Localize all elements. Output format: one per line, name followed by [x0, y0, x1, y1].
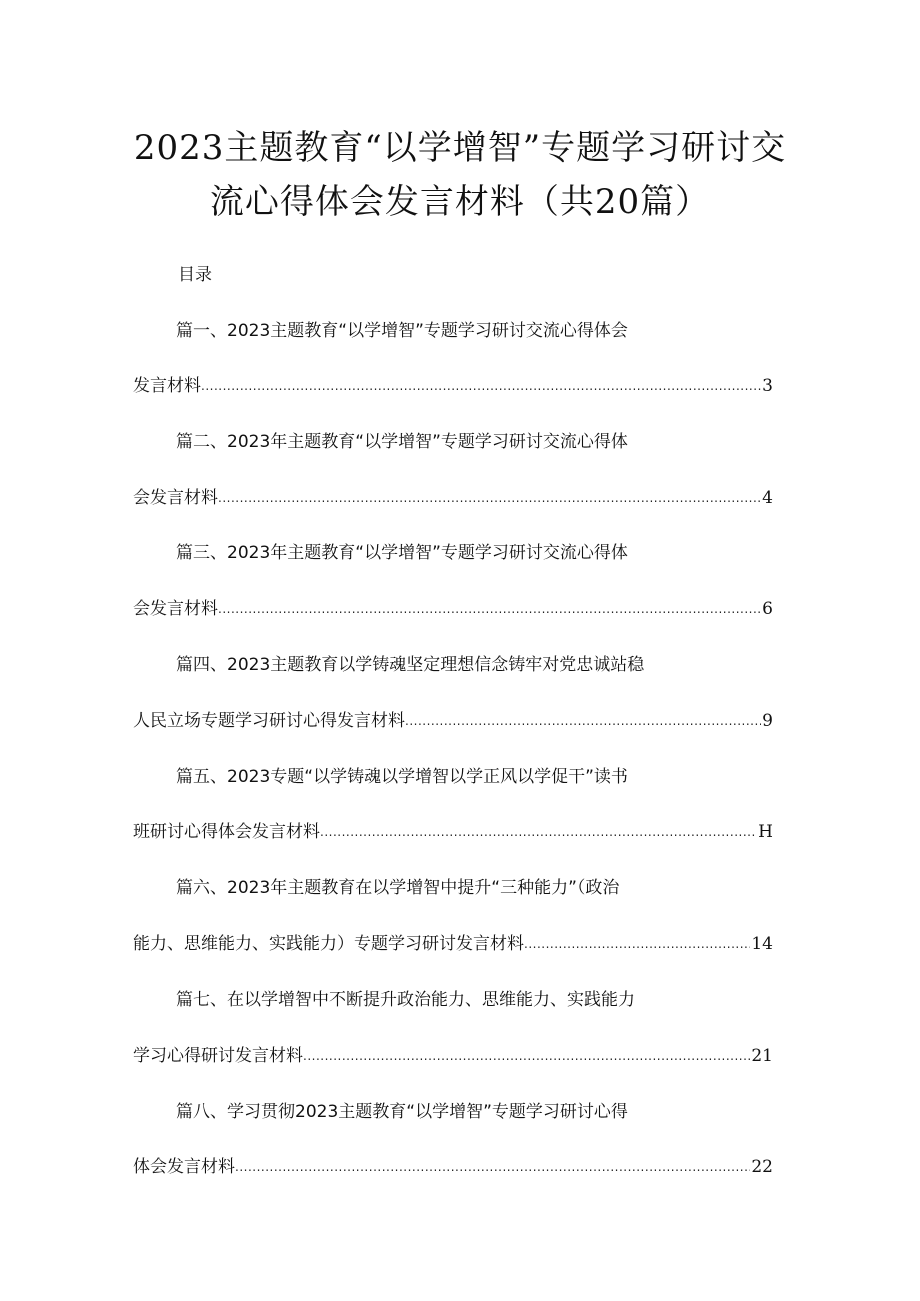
toc-entry-7-line1[interactable]: 篇七、在以学增智中不断提升政治能力、思维能力、实践能力: [176, 990, 635, 1010]
toc-entry-2-line2[interactable]: [133, 486, 773, 510]
title-line-2: 流心得体会发言材料（共20篇）: [209, 182, 711, 222]
toc-entry-5-line1[interactable]: 篇五、2023专题“以学铸魂以学增智以学正风以学促干”读书: [176, 767, 628, 787]
toc-heading: 目录: [178, 265, 212, 285]
toc-entry-1-page: 3: [762, 376, 773, 396]
title-line-1: 2023主题教育“以学增智”专题学习研讨交: [133, 128, 787, 168]
toc-leader-dots: [320, 820, 757, 844]
toc-entry-3-line1[interactable]: 篇三、2023年主题教育“以学增智”专题学习研讨交流心得体: [176, 543, 628, 563]
toc-entry-2-title-cont: 会发言材料: [133, 488, 218, 508]
toc-entry-7-title-cont: 学习心得研讨发言材料: [133, 1046, 303, 1066]
toc-entry-5-page: H: [758, 822, 773, 842]
toc-entry-5-title-cont: 班研讨心得体会发言材料: [133, 822, 320, 842]
toc-entry-4-title-cont: 人民立场专题学习研讨心得发言材料: [133, 711, 405, 731]
toc-entry-2-line1[interactable]: 篇二、2023年主题教育“以学增智”专题学习研讨交流心得体: [176, 432, 628, 452]
toc-entry-3-title-cont: 会发言材料: [133, 599, 218, 619]
toc-entry-8-title-cont: 体会发言材料: [133, 1157, 235, 1177]
toc-entry-1-title-cont: 发言材料: [133, 376, 201, 396]
toc-entry-6-line2[interactable]: [133, 932, 773, 956]
toc-leader-dots: [218, 597, 761, 621]
toc-entry-3-page: 6: [762, 599, 773, 619]
toc-leader-dots: [235, 1155, 750, 1179]
toc-entry-4-page: 9: [762, 711, 773, 731]
toc-leader-dots: [524, 932, 750, 956]
toc-entry-3-line2[interactable]: [133, 597, 773, 621]
toc-entry-6-page: 14: [751, 934, 773, 954]
toc-entry-8-page: 22: [751, 1157, 773, 1177]
toc-leader-dots: [218, 486, 761, 510]
toc-entry-5-line2[interactable]: [133, 820, 773, 844]
toc-entry-1-line2[interactable]: [133, 374, 773, 398]
toc-entry-8-line2[interactable]: [133, 1155, 773, 1179]
toc-entry-1-line1[interactable]: 篇一、2023主题教育“以学增智”专题学习研讨交流心得体会: [176, 321, 628, 341]
toc-leader-dots: [303, 1044, 750, 1068]
toc-leader-dots: [201, 374, 761, 398]
toc-entry-4-line2[interactable]: [133, 709, 773, 733]
toc-entry-8-line1[interactable]: 篇八、学习贯彻2023主题教育“以学增智”专题学习研讨心得: [176, 1102, 628, 1122]
toc-entry-7-line2[interactable]: [133, 1044, 773, 1068]
toc-entry-6-title-cont: 能力、思维能力、实践能力）专题学习研讨发言材料: [133, 934, 524, 954]
toc-entry-7-page: 21: [751, 1046, 773, 1066]
toc-entry-6-line1[interactable]: 篇六、2023年主题教育在以学增智中提升“三种能力”（政治: [176, 878, 620, 898]
toc-leader-dots: [405, 709, 761, 733]
toc-entry-4-line1[interactable]: 篇四、2023主题教育以学铸魂坚定理想信念铸牢对党忠诚站稳: [176, 655, 645, 675]
toc-entry-2-page: 4: [762, 488, 773, 508]
